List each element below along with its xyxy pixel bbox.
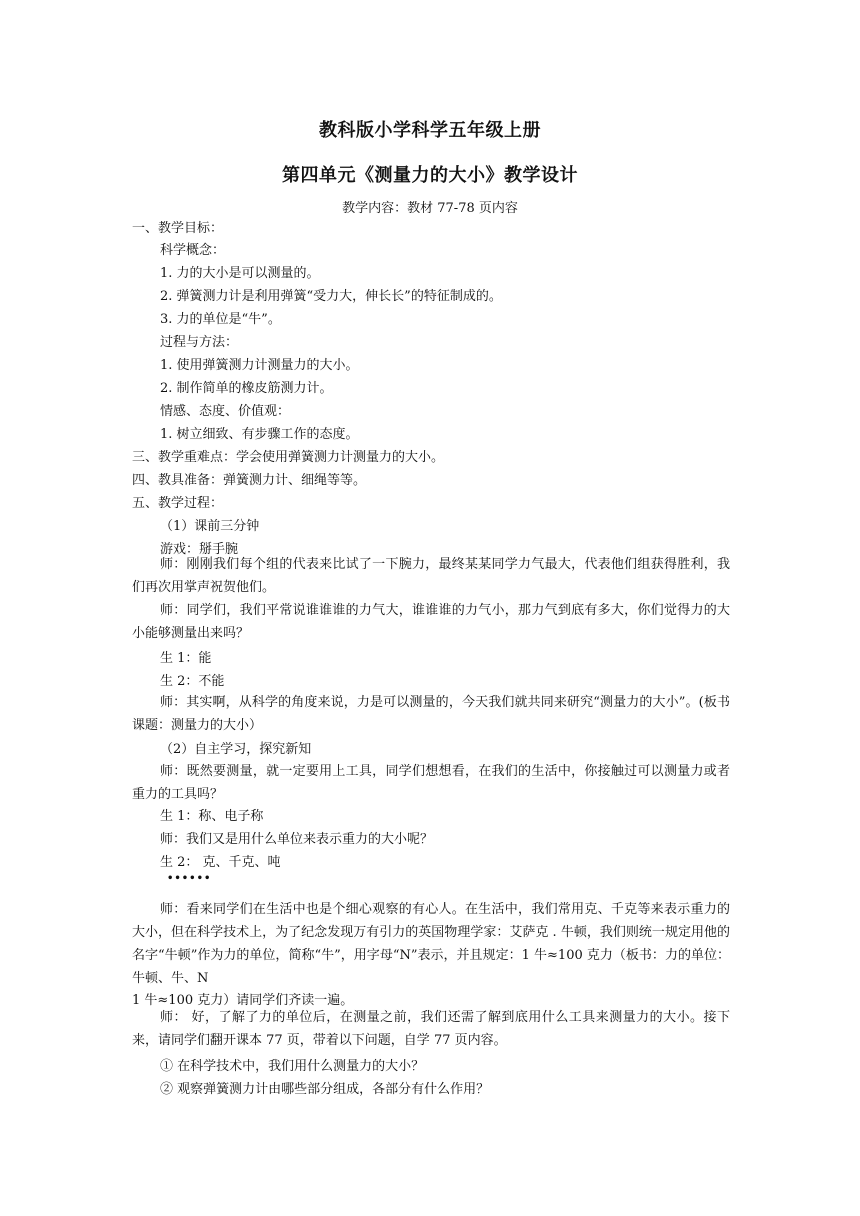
list-item: 2. 弹簧测力计是利用弹簧“受力大，伸长长”的特征制成的。 bbox=[160, 289, 502, 304]
question-item: ② 观察弹簧测力计由哪些部分组成，各部分有什么作用？ bbox=[160, 1082, 490, 1097]
subheading-attitudes: 情感、态度、价值观： bbox=[160, 404, 291, 419]
list-item: 1. 力的大小是可以测量的。 bbox=[160, 266, 320, 281]
text-line: 生 2： 克、千克、吨 bbox=[160, 855, 281, 870]
paragraph: 师： 好，了解了力的单位后，在测量之前，我们还需了解到底用什么工具来测量力的大小。接下来，请同学们翻开课本 77 页，带着以下问题，自学 77 页内容。 bbox=[132, 1010, 730, 1048]
list-item: 2. 制作简单的橡皮筋测力计。 bbox=[160, 381, 333, 396]
section-heading-key-points: 三、教学重难点：学会使用弹簧测力计测量力的大小。 bbox=[132, 450, 445, 465]
text-line: 生 1：能 bbox=[160, 651, 212, 666]
text-line: 师：我们又是用什么单位来表示重力的大小呢？ bbox=[160, 832, 434, 847]
subheading-process-methods: 过程与方法： bbox=[160, 335, 239, 350]
step-heading: （2）自主学习，探究新知 bbox=[160, 742, 312, 757]
document-title: 教科版小学科学五年级上册 bbox=[319, 120, 541, 141]
list-item: 1. 使用弹簧测力计测量力的大小。 bbox=[160, 358, 359, 373]
subheading-science-concepts: 科学概念： bbox=[160, 243, 226, 258]
text-line: 生 2：不能 bbox=[160, 674, 225, 689]
section-heading-materials: 四、教具准备：弹簧测力计、细绳等等。 bbox=[132, 473, 367, 488]
section-heading-objectives: 一、教学目标： bbox=[132, 221, 224, 236]
paragraph: 师：既然要测量，就一定要用上工具，同学们想想看，在我们的生活中，你接触过可以测量力或者重力的工具吗？ bbox=[132, 764, 730, 802]
text-line: 1 牛≈100 克力）请同学们齐读一遍。 bbox=[132, 993, 354, 1008]
paragraph: 师：其实啊，从科学的角度来说，力是可以测量的，今天我们就共同来研究“测量力的大小”。(板书课题：测量力的大小） bbox=[132, 695, 730, 733]
step-heading: （1）课前三分钟 bbox=[160, 519, 260, 534]
paragraph: 师：看来同学们在生活中也是个细心观察的有心人。在生活中，我们常用克、千克等来表示重力的大小，但在科学技术上，为了纪念发现万有引力的英国物理学家：艾萨克 . 牛顿，我们则统一规定用他的名字“牛顿”作为力的单位，简称“牛”，用字母“N”表示，并且规定：1 牛≈100 克力（板书：力的单位：牛顿、牛、N bbox=[132, 902, 730, 986]
question-item: ① 在科学技术中，我们用什么测量力的大小？ bbox=[160, 1059, 425, 1074]
list-item: 1. 树立细致、有步骤工作的态度。 bbox=[160, 427, 359, 442]
section-heading-process: 五、教学过程： bbox=[132, 496, 224, 511]
content-line: 教学内容：教材 77-78 页内容 bbox=[342, 201, 518, 216]
text-line: 生 1：称、电子称 bbox=[160, 809, 264, 824]
paragraph: 师：同学们，我们平常说谁谁谁的力气大，谁谁谁的力气小，那力气到底有多大，你们觉得力的大小能够测量出来吗？ bbox=[132, 603, 730, 641]
document-subtitle: 第四单元《测量力的大小》教学设计 bbox=[282, 165, 578, 186]
text-line: 游戏：掰手腕 bbox=[160, 542, 239, 557]
list-item: 3. 力的单位是“牛”。 bbox=[160, 312, 281, 327]
ellipsis: •••••• bbox=[167, 873, 212, 884]
paragraph: 师：刚刚我们每个组的代表来比试了一下腕力，最终某某同学力气最大，代表他们组获得胜利，我们再次用掌声祝贺他们。 bbox=[132, 557, 730, 595]
